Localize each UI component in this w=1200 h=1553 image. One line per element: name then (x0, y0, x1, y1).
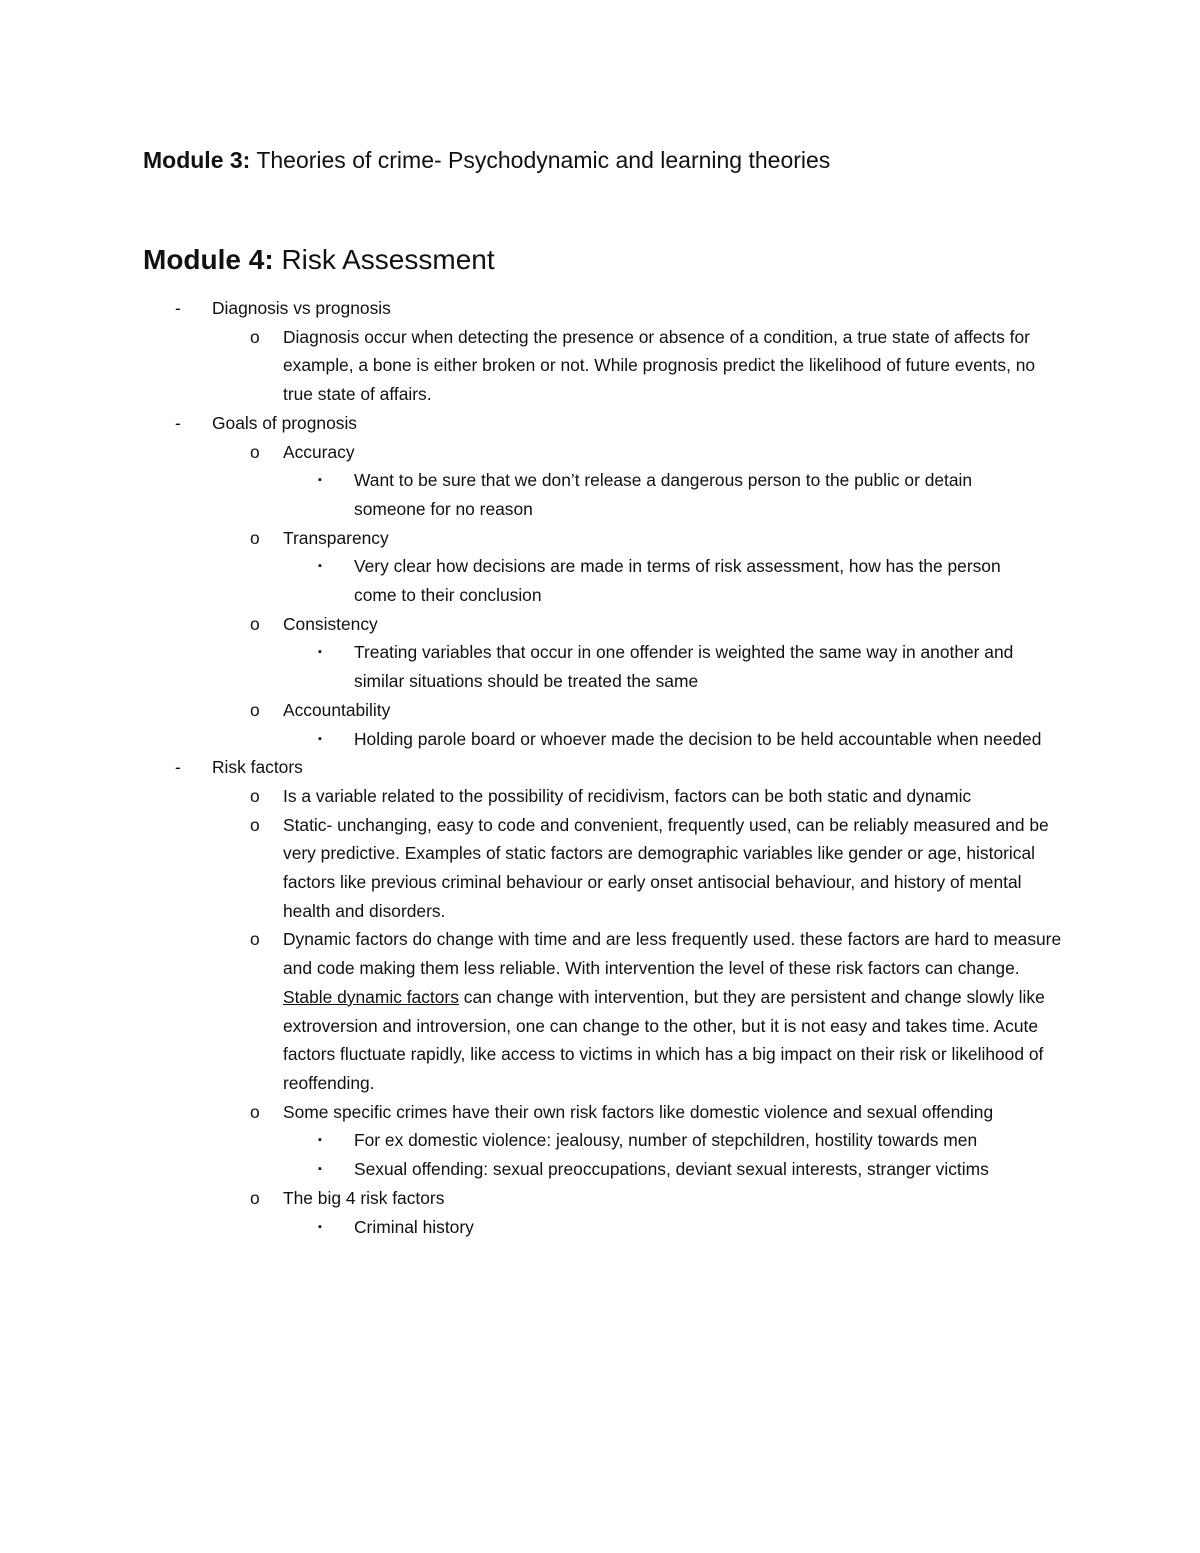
list-item-static-factors (0, 811, 1063, 926)
circle-bullet: o (250, 326, 260, 347)
list-item-text: Holding parole board or whoever made the decision to be held accountable when needed (354, 728, 1042, 749)
list-item-text: Very clear how decisions are made in terms of risk assessment, how has the person come to their conclusion (354, 556, 1001, 606)
list-item-text-part: can change with intervention, but they are persistent and change slowly like extroversion and introversion, one can change to the other, but it is not easy and takes time. Acute factors fluctuate rapidly, like access to victims in which has a big impact on their risk or likelihood of reoffending. (283, 986, 1045, 1093)
circle-bullet: o (250, 699, 260, 720)
module-3-heading (143, 142, 830, 178)
list-item-text: Some specific crimes have their own risk factors like domestic violence and sexual offending (283, 1101, 994, 1122)
module-4-heading (143, 240, 495, 280)
module-4-title: Risk Assessment (273, 244, 495, 275)
list-item-domestic-violence (0, 1126, 1044, 1155)
underlined-term: Stable dynamic factors (283, 986, 459, 1007)
list-item-goals (0, 409, 1200, 438)
list-item-consistency (0, 610, 1063, 639)
list-item-criminal-history (0, 1213, 1044, 1242)
list-item-diagnosis-point (0, 323, 1063, 409)
circle-bullet: o (250, 613, 260, 634)
list-item-text: The big 4 risk factors (283, 1187, 445, 1208)
list-item-diagnosis (0, 294, 1200, 323)
list-item-text: Sexual offending: sexual preoccupations, deviant sexual interests, stranger victims (354, 1159, 989, 1180)
square-bullet: ▪ (318, 732, 322, 745)
list-item-sexual-offending (0, 1155, 1044, 1184)
list-item-text: Want to be sure that we don’t release a dangerous person to the public or detain someone for no reason (354, 470, 973, 519)
list-item-text: Treating variables that occur in one offender is weighted the same way in another and similar situations should be treated the same (354, 642, 1014, 692)
square-bullet: ▪ (318, 646, 322, 659)
list-item-text: Accountability (283, 699, 391, 720)
list-item-text: Diagnosis occur when detecting the presence or absence of a condition, a true state of affects for example, a bone is either broken or not. While prognosis predict the likelihood of future events, no true state of affairs. (283, 326, 1036, 405)
square-bullet: ▪ (318, 1220, 322, 1233)
list-item-dynamic-factors (0, 925, 1063, 1097)
list-item-specific-crimes (0, 1098, 1063, 1127)
circle-bullet: o (250, 814, 260, 835)
square-bullet: ▪ (318, 1134, 322, 1147)
dash-bullet: - (175, 412, 181, 433)
dash-bullet: - (175, 298, 181, 318)
module-4-label: Module 4: (143, 244, 274, 275)
list-item-accountability-detail (0, 725, 1044, 754)
circle-bullet: o (250, 785, 260, 806)
list-item-text: Transparency (283, 527, 389, 548)
list-item-text: Consistency (283, 613, 378, 634)
list-item-text: Risk factors (212, 757, 303, 778)
module-3-title: Theories of crime- Psychodynamic and learning theories (250, 147, 831, 173)
list-item-text: For ex domestic violence: jealousy, number of stepchildren, hostility towards men (354, 1130, 978, 1151)
notes-body (0, 294, 1200, 1241)
list-item-risk-factors (0, 753, 1200, 782)
list-item-text: Goals of prognosis (212, 412, 358, 433)
square-bullet: ▪ (318, 1163, 322, 1176)
list-item-transparency (0, 524, 1063, 553)
circle-bullet: o (250, 441, 260, 462)
list-item-transparency-detail (0, 552, 1044, 609)
list-item-text-part: Dynamic factors do change with time and are less frequently used. these factors are hard to measure and code making them less reliable. With intervention the level of these risk factors can change. (283, 929, 1062, 979)
module-3-label: Module 3: (143, 147, 251, 173)
circle-bullet: o (250, 929, 260, 950)
circle-bullet: o (250, 527, 260, 548)
list-item-text: Criminal history (354, 1216, 474, 1237)
dash-bullet: - (175, 757, 181, 778)
square-bullet: ▪ (318, 560, 322, 573)
list-item-text: Diagnosis vs prognosis (212, 298, 391, 318)
list-item-accuracy-detail (0, 466, 1044, 523)
square-bullet: ▪ (318, 474, 322, 487)
list-item-text: Is a variable related to the possibility of recidivism, factors can be both static and dynamic (283, 785, 972, 806)
list-item-accuracy (0, 438, 1063, 467)
list-item-big-4 (0, 1184, 1063, 1213)
list-item-accountability (0, 696, 1063, 725)
list-item-text: Static- unchanging, easy to code and convenient, frequently used, can be reliably measured and be very predictive. Examples of static factors are demographic variables like gender or age, historical factors like previous criminal behaviour or early onset antisocial behaviour, and history of mental health and disorders. (283, 814, 1049, 921)
circle-bullet: o (250, 1187, 260, 1208)
list-item-consistency-detail (0, 638, 1044, 695)
list-item-text: Accuracy (283, 441, 355, 462)
circle-bullet: o (250, 1101, 260, 1122)
list-item-risk-definition (0, 782, 1063, 811)
